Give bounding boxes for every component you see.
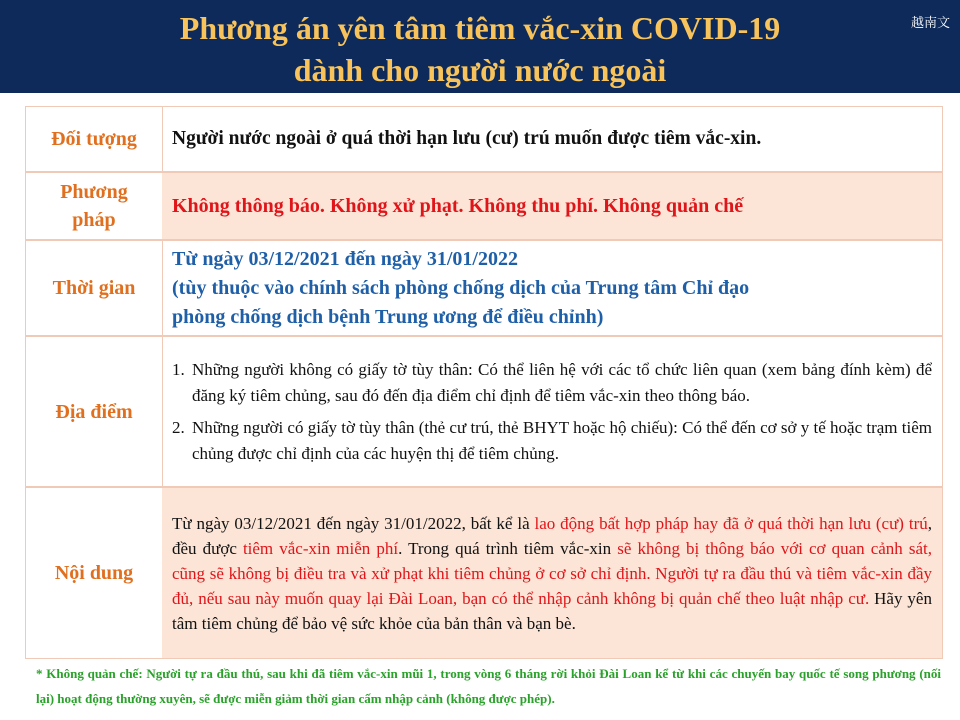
content-paragraph: [172, 511, 932, 636]
content-part1: Từ ngày 03/12/2021 đến ngày 31/01/2022, bất kể là: [172, 513, 535, 533]
label-target: Đối tượng: [26, 107, 163, 171]
content-part3: , đều được: [172, 513, 932, 558]
item1-text: Những người không có giấy tờ tùy thân: Có thể liên hệ với các tổ chức liên quan (xem bảng đính kèm) để đăng ký tiêm chủng, sau đó đến địa điểm chỉ định để tiêm vắc-xin theo thông báo.: [192, 359, 932, 405]
cell-time: [162, 241, 942, 335]
row-content: [25, 487, 943, 659]
cell-content: [162, 488, 942, 658]
content-part6: sẽ không bị thông báo với cơ quan cảnh sát, cũng sẽ không bị điều tra và xử phạt khi tiêm chủng ở cơ sở chỉ định. Người tự ra đầu thú và tiêm vắc-xin đầy đủ, nếu sau này muốn quay lại Đài Loan, bạn có thể nhập cảnh không bị quản chế theo luật nhập cư.: [172, 538, 933, 608]
item2-number: 2.: [172, 417, 185, 437]
label-time: Thời gian: [26, 241, 163, 335]
title-banner: [0, 0, 960, 93]
label-content: Nội dung: [26, 488, 163, 658]
method-text: Không thông báo. Không xử phạt. Không thu phí. Không quản chế: [172, 194, 744, 217]
label-method-line1: Phương: [60, 181, 128, 203]
cell-location: [162, 337, 942, 486]
target-text: Người nước ngoài ở quá thời hạn lưu (cư) trú muốn được tiêm vắc-xin.: [172, 128, 762, 149]
list-item: [172, 357, 932, 409]
label-method-line2: pháp: [72, 209, 116, 231]
label-location: Địa điểm: [26, 337, 163, 486]
content-part7: Hãy yên tâm tiêm chủng để bảo vệ sức khỏe của bản thân và bạn bè.: [172, 588, 932, 633]
time-line1: Từ ngày 03/12/2021 đến ngày 31/01/2022: [172, 247, 518, 270]
list-item: [172, 415, 932, 467]
item2-text: Những người có giấy tờ tùy thân (thẻ cư trú, thẻ BHYT hoặc hộ chiếu): Có thể đến cơ sở y tế hoặc trạm tiêm chủng được chỉ định của các huyện thị để tiêm chủng.: [192, 417, 932, 463]
cell-target: [162, 107, 942, 171]
content-part2: lao động bất hợp pháp hay đã ở quá thời hạn lưu (cư) trú: [534, 513, 928, 533]
row-method: [25, 172, 943, 240]
language-label: 越南文: [910, 16, 950, 31]
time-line3: phòng chống dịch bệnh Trung ương để điều chỉnh): [172, 305, 604, 328]
item1-number: 1.: [172, 359, 185, 379]
row-location: [25, 336, 943, 487]
row-time: [25, 240, 943, 336]
content-part5: . Trong quá trình tiêm vắc-xin: [398, 538, 618, 558]
footnote: * Không quản chế: Người tự ra đầu thú, sau khi đã tiêm vắc-xin mũi 1, trong vòng 6 tháng rời khỏi Đài Loan kể từ khi các chuyến bay quốc tế song phương (nối lại) hoạt động thường xuyên, sẽ được miễn giảm thời gian cấm nhập cảnh (không được phép).: [36, 666, 941, 706]
time-line2: (tùy thuộc vào chính sách phòng chống dịch của Trung tâm Chỉ đạo: [172, 276, 750, 299]
page-title-line1: Phương án yên tâm tiêm vắc-xin COVID-19: [179, 10, 781, 46]
info-table: [25, 106, 943, 659]
location-list: [172, 357, 932, 467]
page-title-line2: dành cho người nước ngoài: [293, 52, 667, 88]
row-target: [25, 106, 943, 172]
label-method: [26, 173, 163, 239]
content-part4: tiêm vắc-xin miễn phí: [242, 538, 399, 558]
cell-method: [162, 173, 942, 239]
